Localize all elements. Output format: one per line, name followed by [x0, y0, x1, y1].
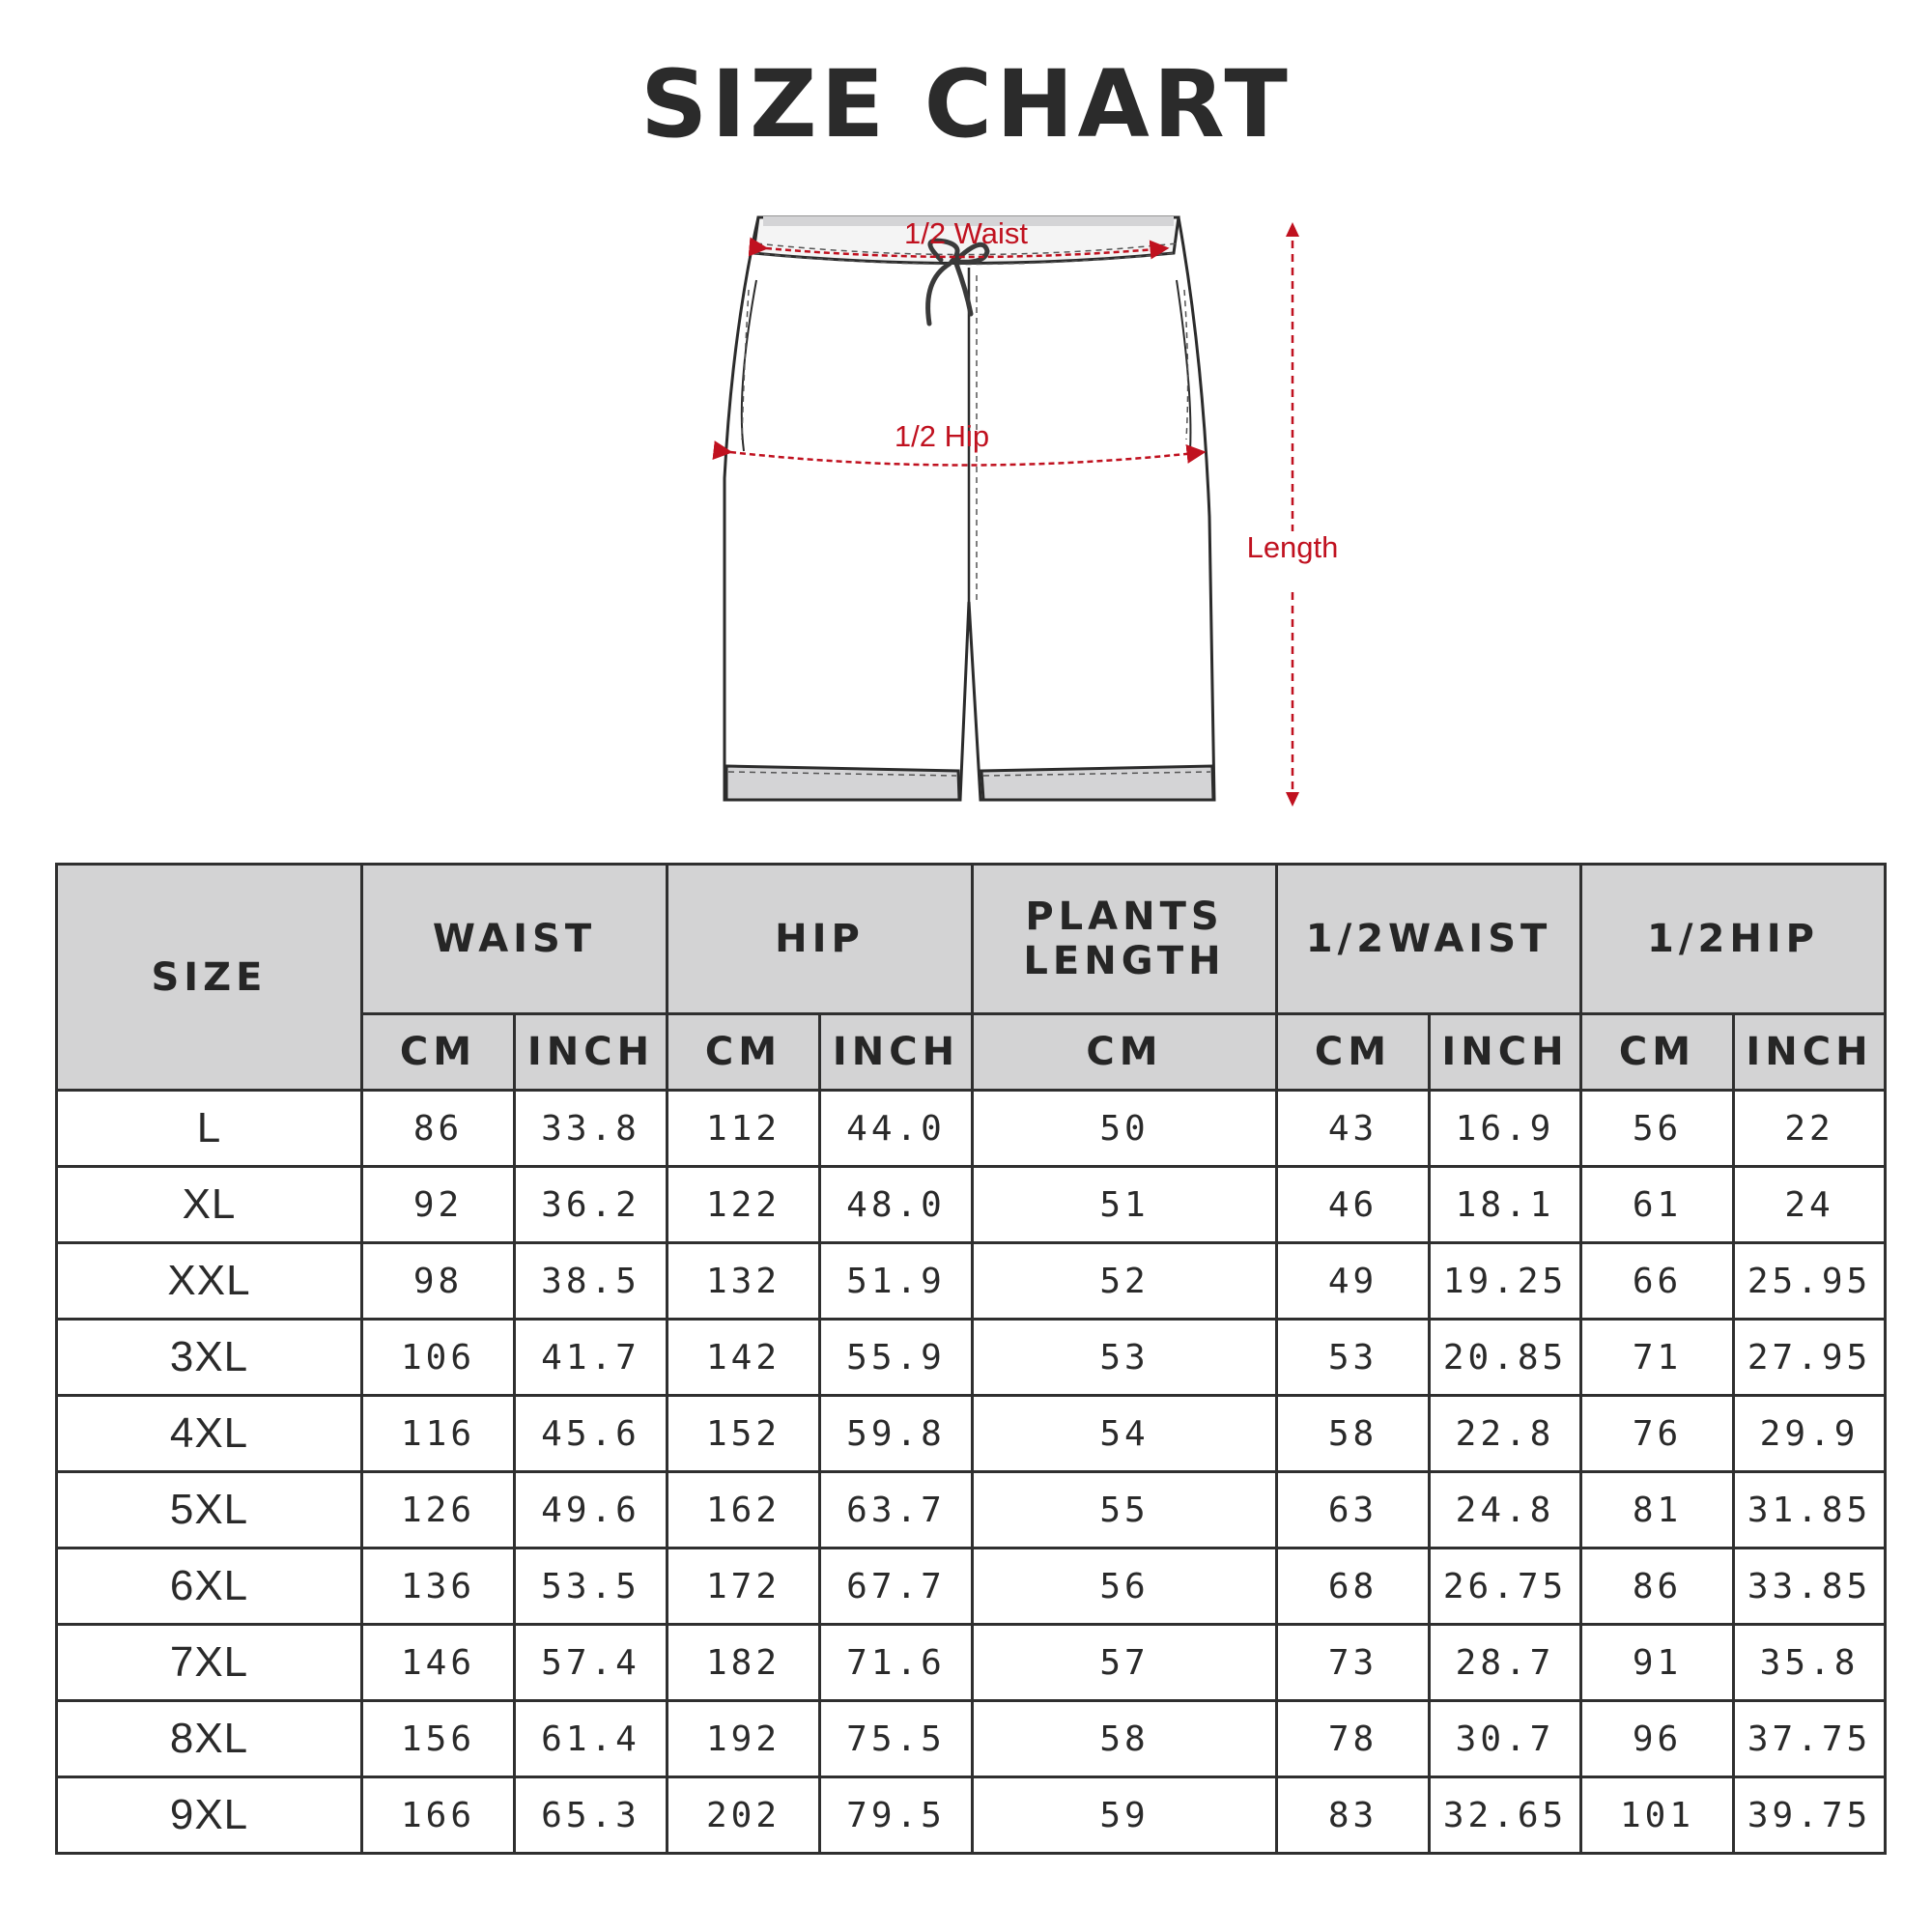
measurement-cell: 61.4 — [515, 1701, 668, 1777]
measurement-cell: 22 — [1734, 1091, 1886, 1167]
table-row — [57, 1548, 1886, 1625]
measurement-cell: 126 — [362, 1472, 515, 1548]
group-header-waist: WAIST — [362, 865, 668, 1014]
measurement-cell: 28.7 — [1430, 1625, 1581, 1701]
measurement-cell: 79.5 — [820, 1777, 973, 1854]
table-row — [57, 1091, 1886, 1167]
size-cell: 7XL — [57, 1625, 362, 1701]
measurement-cell: 38.5 — [515, 1243, 668, 1320]
unit-header: CM — [1581, 1014, 1734, 1091]
size-table — [55, 863, 1887, 1855]
measurement-cell: 33.8 — [515, 1091, 668, 1167]
measurement-cell: 44.0 — [820, 1091, 973, 1167]
measurement-cell: 136 — [362, 1548, 515, 1625]
measurement-cell: 86 — [1581, 1548, 1734, 1625]
measurement-cell: 61 — [1581, 1167, 1734, 1243]
measurement-cell: 58 — [1277, 1396, 1430, 1472]
measurement-cell: 36.2 — [515, 1167, 668, 1243]
unit-header: CM — [973, 1014, 1277, 1091]
unit-header: CM — [668, 1014, 820, 1091]
measurement-cell: 53 — [1277, 1320, 1430, 1396]
measurement-cell: 41.7 — [515, 1320, 668, 1396]
size-cell: L — [57, 1091, 362, 1167]
measurement-cell: 48.0 — [820, 1167, 973, 1243]
measurement-cell: 51 — [973, 1167, 1277, 1243]
measurement-cell: 101 — [1581, 1777, 1734, 1854]
measurement-cell: 19.25 — [1430, 1243, 1581, 1320]
measurement-cell: 56 — [1581, 1091, 1734, 1167]
measurement-cell: 63.7 — [820, 1472, 973, 1548]
measurement-cell: 112 — [668, 1091, 820, 1167]
unit-header: INCH — [1734, 1014, 1886, 1091]
measurement-cell: 92 — [362, 1167, 515, 1243]
measurement-cell: 122 — [668, 1167, 820, 1243]
measurement-cell: 30.7 — [1430, 1701, 1581, 1777]
measurement-cell: 59.8 — [820, 1396, 973, 1472]
size-cell: 9XL — [57, 1777, 362, 1854]
measurement-cell: 37.75 — [1734, 1701, 1886, 1777]
measurement-cell: 65.3 — [515, 1777, 668, 1854]
measurement-cell: 86 — [362, 1091, 515, 1167]
measurement-cell: 55 — [973, 1472, 1277, 1548]
measurement-cell: 63 — [1277, 1472, 1430, 1548]
table-row — [57, 1243, 1886, 1320]
size-cell: XXL — [57, 1243, 362, 1320]
measurement-cell: 53.5 — [515, 1548, 668, 1625]
measurement-cell: 166 — [362, 1777, 515, 1854]
size-cell: 4XL — [57, 1396, 362, 1472]
measurement-cell: 58 — [973, 1701, 1277, 1777]
measurement-cell: 98 — [362, 1243, 515, 1320]
measurement-cell: 68 — [1277, 1548, 1430, 1625]
unit-header: INCH — [515, 1014, 668, 1091]
measurement-cell: 25.95 — [1734, 1243, 1886, 1320]
group-header-half-hip: 1/2HIP — [1581, 865, 1886, 1014]
page-title: SIZE CHART — [640, 50, 1292, 158]
table-row — [57, 1320, 1886, 1396]
measurement-cell: 66 — [1581, 1243, 1734, 1320]
measurement-cell: 43 — [1277, 1091, 1430, 1167]
measurement-cell: 24.8 — [1430, 1472, 1581, 1548]
measurement-cell: 32.65 — [1430, 1777, 1581, 1854]
measurement-cell: 54 — [973, 1396, 1277, 1472]
measurement-cell: 49.6 — [515, 1472, 668, 1548]
measurement-cell: 156 — [362, 1701, 515, 1777]
measurement-cell: 35.8 — [1734, 1625, 1886, 1701]
measurement-cell: 33.85 — [1734, 1548, 1886, 1625]
size-cell: 6XL — [57, 1548, 362, 1625]
measurement-cell: 132 — [668, 1243, 820, 1320]
measurement-cell: 45.6 — [515, 1396, 668, 1472]
measurement-cell: 142 — [668, 1320, 820, 1396]
measurement-cell: 50 — [973, 1091, 1277, 1167]
group-header-hip: HIP — [668, 865, 973, 1014]
measurement-cell: 116 — [362, 1396, 515, 1472]
measurement-cell: 75.5 — [820, 1701, 973, 1777]
measurement-cell: 53 — [973, 1320, 1277, 1396]
measurement-cell: 76 — [1581, 1396, 1734, 1472]
measurement-cell: 39.75 — [1734, 1777, 1886, 1854]
measurement-cell: 57 — [973, 1625, 1277, 1701]
unit-header: CM — [1277, 1014, 1430, 1091]
table-row — [57, 1701, 1886, 1777]
table-row — [57, 1396, 1886, 1472]
measurement-cell: 57.4 — [515, 1625, 668, 1701]
unit-header: CM — [362, 1014, 515, 1091]
measurement-cell: 71 — [1581, 1320, 1734, 1396]
measurement-cell: 73 — [1277, 1625, 1430, 1701]
size-cell: 8XL — [57, 1701, 362, 1777]
measurement-cell: 162 — [668, 1472, 820, 1548]
measurement-cell: 26.75 — [1430, 1548, 1581, 1625]
unit-header: INCH — [1430, 1014, 1581, 1091]
measurement-cell: 20.85 — [1430, 1320, 1581, 1396]
measurement-cell: 29.9 — [1734, 1396, 1886, 1472]
measurement-cell: 55.9 — [820, 1320, 973, 1396]
measurement-cell: 192 — [668, 1701, 820, 1777]
table-row — [57, 1472, 1886, 1548]
measurement-cell: 56 — [973, 1548, 1277, 1625]
unit-header: INCH — [820, 1014, 973, 1091]
measurement-cell: 59 — [973, 1777, 1277, 1854]
measurement-cell: 27.95 — [1734, 1320, 1886, 1396]
measurement-cell: 52 — [973, 1243, 1277, 1320]
half-waist-label: 1/2 Waist — [903, 216, 1029, 250]
measurement-cell: 22.8 — [1430, 1396, 1581, 1472]
measurement-cell: 83 — [1277, 1777, 1430, 1854]
measurement-cell: 51.9 — [820, 1243, 973, 1320]
measurement-cell: 31.85 — [1734, 1472, 1886, 1548]
measurement-cell: 67.7 — [820, 1548, 973, 1625]
size-table-container — [55, 863, 1884, 1855]
measurement-cell: 49 — [1277, 1243, 1430, 1320]
measurement-cell: 91 — [1581, 1625, 1734, 1701]
measurement-cell: 46 — [1277, 1167, 1430, 1243]
shorts-diagram — [676, 198, 1410, 826]
measurement-cell: 152 — [668, 1396, 820, 1472]
measurement-cell: 16.9 — [1430, 1091, 1581, 1167]
measurement-cell: 78 — [1277, 1701, 1430, 1777]
measurement-cell: 24 — [1734, 1167, 1886, 1243]
measurement-cell: 81 — [1581, 1472, 1734, 1548]
measurement-cell: 96 — [1581, 1701, 1734, 1777]
table-row — [57, 1625, 1886, 1701]
size-cell: XL — [57, 1167, 362, 1243]
measurement-cell: 172 — [668, 1548, 820, 1625]
measurement-cell: 182 — [668, 1625, 820, 1701]
table-row — [57, 1167, 1886, 1243]
size-cell: 5XL — [57, 1472, 362, 1548]
size-header: SIZE — [57, 865, 362, 1091]
half-hip-label: 1/2 Hip — [894, 419, 990, 453]
measurement-cell: 146 — [362, 1625, 515, 1701]
measurement-cell: 202 — [668, 1777, 820, 1854]
group-header-plants-length: PLANTS LENGTH — [973, 865, 1277, 1014]
measurement-cell: 106 — [362, 1320, 515, 1396]
size-table-body — [57, 1091, 1886, 1854]
group-header-half-waist: 1/2WAIST — [1277, 865, 1581, 1014]
length-label: Length — [1246, 530, 1339, 564]
measurement-cell: 71.6 — [820, 1625, 973, 1701]
measurement-cell: 18.1 — [1430, 1167, 1581, 1243]
size-cell: 3XL — [57, 1320, 362, 1396]
table-row — [57, 1777, 1886, 1854]
